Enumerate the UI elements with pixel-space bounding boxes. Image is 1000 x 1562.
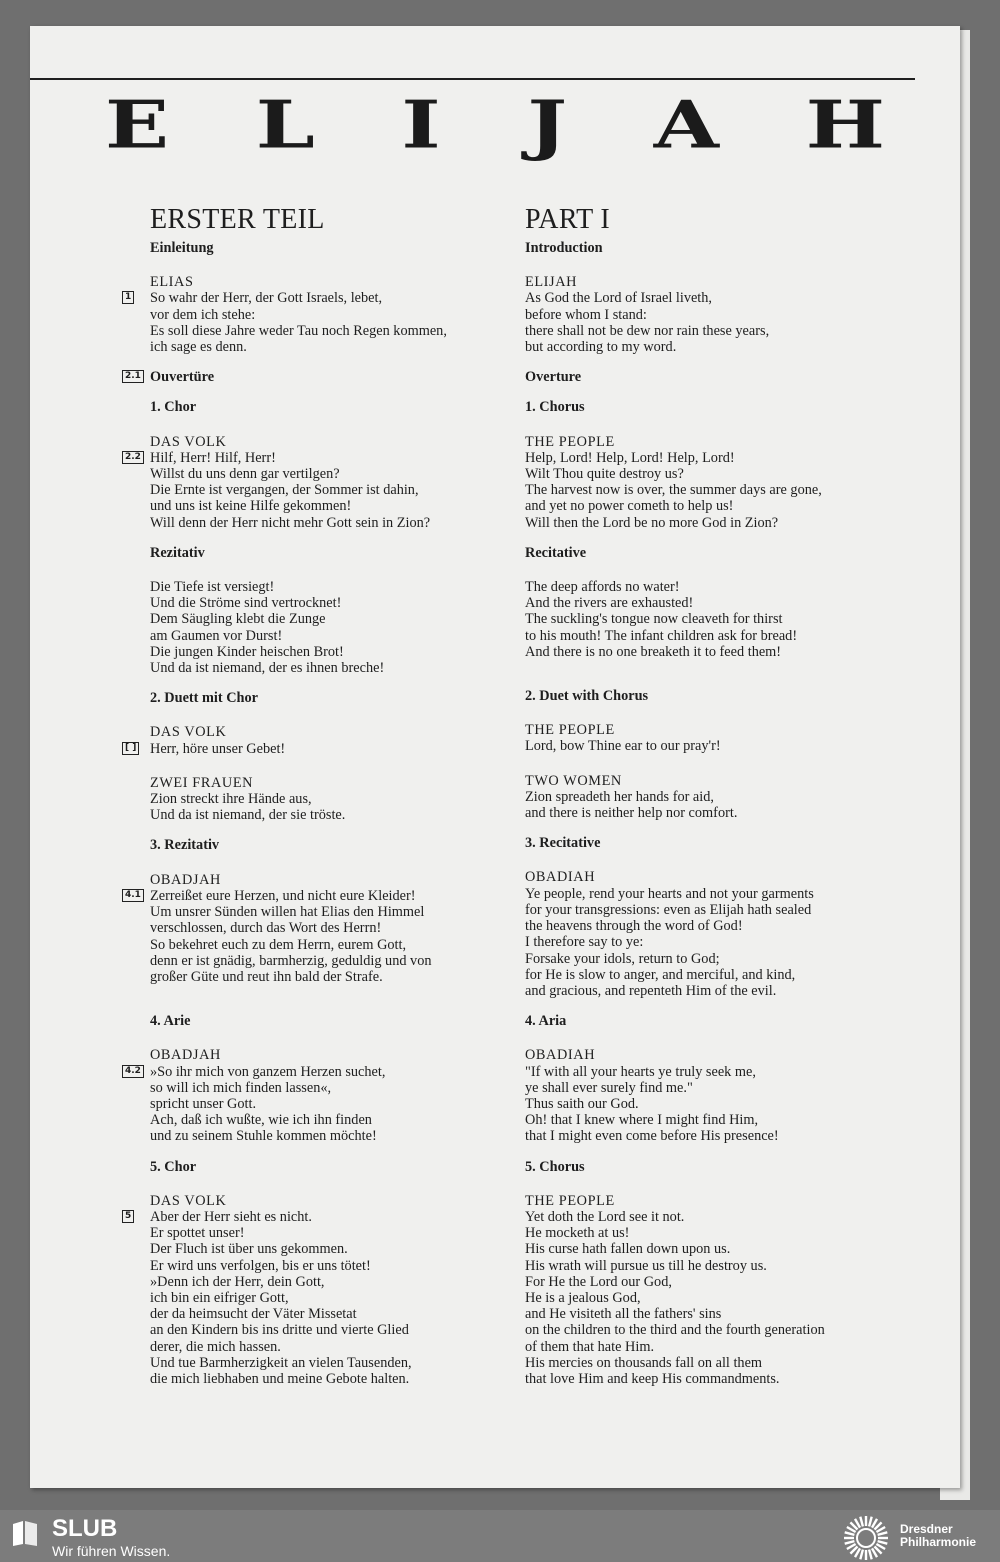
- text-line: [150, 1274, 520, 1290]
- line-text: there shall not be dew nor rain these years,: [525, 322, 770, 339]
- line-text: of them that hate Him.: [525, 1338, 655, 1355]
- title-letter: J: [527, 85, 568, 163]
- text-line: [525, 805, 905, 821]
- line-text: TWO WOMEN: [525, 772, 622, 789]
- text-line: [525, 1241, 905, 1257]
- spacer: [150, 1145, 520, 1159]
- line-text: verschlossen, durch das Wort des Herrn!: [150, 920, 382, 937]
- text-line: [525, 1080, 905, 1096]
- line-text: 5. Chor: [150, 1158, 197, 1175]
- spacer: [525, 531, 905, 545]
- track-marker: 5: [122, 1210, 134, 1223]
- line-text: Er wird uns verfolgen, bis er uns tötet!: [150, 1257, 371, 1274]
- text-line: [525, 1339, 905, 1355]
- text-line: [525, 738, 905, 754]
- spacer: [150, 385, 520, 399]
- line-text: Recitative: [525, 544, 587, 561]
- line-text: »So ihr mich von ganzem Herzen suchet,: [150, 1063, 386, 1080]
- text-line: [150, 1290, 520, 1306]
- text-line: [525, 1258, 905, 1274]
- line-text: that I might even come before His presence!: [525, 1128, 779, 1145]
- line-text: His curse hath fallen down upon us.: [525, 1241, 731, 1258]
- text-line: [525, 983, 905, 999]
- text-line: [150, 969, 520, 985]
- line-text: that love Him and keep His commandments.: [525, 1370, 780, 1387]
- line-text: Die jungen Kinder heischen Brot!: [150, 643, 344, 660]
- german-part-title: ERSTER TEIL: [150, 204, 325, 235]
- spacer: [525, 1029, 905, 1047]
- section-heading: [150, 545, 520, 561]
- line-text: an den Kindern bis ins dritte und vierte Glied: [150, 1322, 409, 1339]
- text-line: [525, 307, 905, 323]
- role-name: [150, 1193, 520, 1209]
- line-text: und zu seinem Stuhle kommen möchte!: [150, 1128, 377, 1145]
- line-text: 4. Aria: [525, 1013, 567, 1030]
- text-line: [525, 918, 905, 934]
- line-text: Help, Lord! Help, Lord! Help, Lord!: [525, 449, 735, 466]
- text-line: [150, 1371, 520, 1387]
- text-line: [525, 482, 905, 498]
- role-name: [525, 773, 905, 789]
- line-text: Introduction: [525, 240, 603, 256]
- text-line: [525, 628, 905, 644]
- section-heading: [525, 240, 905, 256]
- text-line: [525, 450, 905, 466]
- role-name: [150, 775, 520, 791]
- line-text: der da heimsucht der Väter Missetat: [150, 1306, 357, 1323]
- title-letter: A: [653, 85, 719, 163]
- spacer: [150, 416, 520, 434]
- english-column: [525, 206, 905, 1387]
- track-marker: 2.1: [122, 370, 144, 383]
- line-text: denn er ist gnädig, barmherzig, geduldig und von: [150, 952, 432, 969]
- track-marker: 4.2: [122, 1065, 144, 1078]
- line-text: Wilt Thou quite destroy us?: [525, 466, 684, 483]
- partner-name[interactable]: [900, 1523, 976, 1549]
- line-text: Hilf, Herr! Hilf, Herr!: [150, 449, 276, 466]
- text-line: [150, 807, 520, 823]
- line-text: DAS VOLK: [150, 724, 227, 741]
- text-line: [525, 1371, 905, 1387]
- spacer: [150, 561, 520, 579]
- text-line: [525, 1064, 905, 1080]
- line-text: on the children to the third and the fourth generation: [525, 1322, 825, 1339]
- line-text: 3. Recitative: [525, 835, 601, 852]
- spacer: [150, 531, 520, 545]
- line-text: 1. Chor: [150, 399, 197, 416]
- line-text: 5. Chorus: [525, 1158, 585, 1175]
- line-text: His mercies on thousands fall on all them: [525, 1354, 763, 1371]
- text-line: [125, 449, 520, 466]
- spacer: [525, 256, 905, 274]
- spacer: [525, 1175, 905, 1193]
- section-heading: [525, 369, 905, 385]
- section-heading: [525, 1159, 905, 1175]
- spacer: [150, 676, 520, 690]
- line-text: DAS VOLK: [150, 1192, 227, 1209]
- line-text: ELIJAH: [525, 274, 578, 291]
- library-name[interactable]: SLUB: [52, 1515, 118, 1542]
- philharmonie-sunburst-icon[interactable]: [842, 1514, 890, 1562]
- spacer: [525, 355, 905, 369]
- line-text: Um unsrer Sünden willen hat Elias den Himmel: [150, 904, 425, 921]
- line-text: So wahr der Herr, der Gott Israels, lebet,: [150, 290, 383, 307]
- line-text: His wrath will pursue us till he destroy us.: [525, 1257, 767, 1274]
- program-page: [30, 26, 960, 1488]
- text-line: [150, 1225, 520, 1241]
- spacer: [525, 999, 905, 1013]
- line-text: Zerreißet eure Herzen, und nicht eure Kleider!: [150, 887, 416, 904]
- section-heading: [525, 399, 905, 415]
- text-line: [525, 595, 905, 611]
- text-line: [150, 628, 520, 644]
- english-text: [525, 240, 905, 1387]
- text-line: [150, 1322, 520, 1338]
- section-heading: [150, 690, 520, 706]
- spacer: [150, 355, 520, 369]
- line-text: Die Tiefe ist versiegt!: [150, 579, 275, 596]
- spacer: [150, 256, 520, 274]
- line-text: Dem Säugling klebt die Zunge: [150, 611, 326, 628]
- title-letter: L: [255, 85, 315, 163]
- section-heading: [125, 369, 520, 386]
- spacer: [150, 823, 520, 837]
- line-text: before whom I stand:: [525, 306, 647, 323]
- section-heading: [150, 240, 520, 256]
- line-text: Es soll diese Jahre weder Tau noch Regen kommen,: [150, 322, 447, 339]
- spacer: [150, 1003, 520, 1013]
- text-line: [525, 466, 905, 482]
- line-text: Die Ernte ist vergangen, der Sommer ist dahin,: [150, 482, 419, 499]
- line-text: Und tue Barmherzigkeit an vielen Tausenden,: [150, 1354, 412, 1371]
- line-text: and He visiteth all the fathers' sins: [525, 1306, 722, 1323]
- line-text: Yet doth the Lord see it not.: [525, 1208, 685, 1225]
- line-text: to his mouth! The infant children ask for bread!: [525, 627, 798, 644]
- line-text: 2. Duett mit Chor: [150, 690, 259, 707]
- line-text: Ach, daß ich wußte, wie ich ihn finden: [150, 1112, 372, 1129]
- spacer: [525, 755, 905, 773]
- top-rule: [30, 78, 915, 80]
- text-line: [150, 595, 520, 611]
- line-text: Oh! that I knew where I might find Him,: [525, 1112, 759, 1129]
- text-line: [150, 1339, 520, 1355]
- line-text: Und da ist niemand, der sie tröste.: [150, 807, 346, 824]
- page-title: [105, 85, 885, 163]
- line-text: DAS VOLK: [150, 433, 227, 450]
- line-text: derer, die mich hassen.: [150, 1338, 281, 1355]
- text-line: [150, 1080, 520, 1096]
- text-line: [125, 887, 520, 904]
- text-line: [150, 579, 520, 595]
- section-heading: [150, 399, 520, 415]
- text-line: [150, 611, 520, 627]
- text-line: [525, 1322, 905, 1338]
- line-text: The harvest now is over, the summer days are gone,: [525, 482, 822, 499]
- text-line: [150, 515, 520, 531]
- line-text: Der Fluch ist über uns gekommen.: [150, 1241, 348, 1258]
- line-text: For He the Lord our God,: [525, 1273, 672, 1290]
- role-name: [525, 1193, 905, 1209]
- line-text: Er spottet unser!: [150, 1225, 245, 1242]
- role-name: [525, 1047, 905, 1063]
- text-line: [525, 1225, 905, 1241]
- line-text: for your transgressions: even as Elijah hath sealed: [525, 901, 812, 918]
- role-name: [150, 872, 520, 888]
- text-line: [150, 323, 520, 339]
- role-name: [150, 274, 520, 290]
- spacer: [150, 854, 520, 872]
- line-text: »Denn ich der Herr, dein Gott,: [150, 1273, 325, 1290]
- text-line: [150, 644, 520, 660]
- text-line: [150, 1096, 520, 1112]
- line-text: and yet no power cometh to help us!: [525, 498, 734, 515]
- text-line: [525, 579, 905, 595]
- text-line: [150, 1128, 520, 1144]
- section-heading: [150, 837, 520, 853]
- spacer: [150, 1029, 520, 1047]
- text-line: [150, 1306, 520, 1322]
- track-marker: 1: [122, 291, 134, 304]
- track-marker: 4.1: [122, 889, 144, 902]
- text-line: [525, 934, 905, 950]
- spacer: [525, 851, 905, 869]
- text-line: [150, 466, 520, 482]
- line-text: but according to my word.: [525, 339, 677, 356]
- section-heading: [150, 1159, 520, 1175]
- section-heading: [525, 688, 905, 704]
- text-line: [525, 611, 905, 627]
- text-line: [150, 920, 520, 936]
- role-name: [525, 434, 905, 450]
- line-text: ye shall ever surely find me.": [525, 1079, 693, 1096]
- line-text: Lord, bow Thine ear to our pray'r!: [525, 738, 721, 755]
- line-text: He mocketh at us!: [525, 1225, 630, 1242]
- text-line: [150, 937, 520, 953]
- text-line: [150, 953, 520, 969]
- text-line: [525, 290, 905, 306]
- line-text: Zion spreadeth her hands for aid,: [525, 788, 714, 805]
- text-line: [525, 644, 905, 660]
- track-marker: 2.2: [122, 451, 144, 464]
- title-letter: I: [401, 85, 441, 163]
- text-line: [150, 482, 520, 498]
- text-line: [525, 902, 905, 918]
- text-line: [525, 886, 905, 902]
- spacer: [150, 757, 520, 775]
- section-heading: [525, 835, 905, 851]
- text-line: [525, 789, 905, 805]
- line-text: spricht unser Gott.: [150, 1095, 257, 1112]
- line-text: Rezitativ: [150, 544, 205, 561]
- line-text: As God the Lord of Israel liveth,: [525, 290, 713, 307]
- spacer: [150, 1175, 520, 1193]
- line-text: Aber der Herr sieht es nicht.: [150, 1208, 312, 1225]
- spacer: [525, 416, 905, 434]
- line-text: THE PEOPLE: [525, 433, 615, 450]
- spacer: [525, 821, 905, 835]
- line-text: Ouvertüre: [150, 369, 215, 386]
- line-text: THE PEOPLE: [525, 1192, 615, 1209]
- text-line: [125, 290, 520, 307]
- line-text: 1. Chorus: [525, 399, 585, 416]
- text-line: [150, 904, 520, 920]
- text-line: [150, 1112, 520, 1128]
- line-text: OBADJAH: [150, 871, 221, 888]
- line-text: Willst du uns denn gar vertilgen?: [150, 466, 340, 483]
- text-line: [150, 1355, 520, 1371]
- text-line: [150, 498, 520, 514]
- line-text: ZWEI FRAUEN: [150, 774, 254, 791]
- title-letter: H: [805, 85, 885, 163]
- line-text: Will denn der Herr nicht mehr Gott sein in Zion?: [150, 514, 431, 531]
- line-text: Forsake your idols, return to God;: [525, 950, 720, 967]
- line-text: Herr, höre unser Gebet!: [150, 740, 286, 757]
- role-name: [150, 1047, 520, 1063]
- role-name: [150, 724, 520, 740]
- line-text: so will ich mich finden lassen«,: [150, 1079, 332, 1096]
- section-heading: [525, 545, 905, 561]
- line-text: 2. Duet with Chorus: [525, 688, 649, 705]
- spacer: [525, 704, 905, 722]
- text-line: [125, 1063, 520, 1080]
- text-line: [525, 498, 905, 514]
- text-line: [150, 339, 520, 355]
- german-text: [125, 240, 520, 1387]
- line-text: the heavens through the word of God!: [525, 918, 743, 935]
- footer-bar: [0, 1510, 1000, 1562]
- text-line: [525, 1306, 905, 1322]
- line-text: ELIAS: [150, 274, 194, 291]
- line-text: Und da ist niemand, der es ihnen breche!: [150, 660, 385, 677]
- spacer: [525, 385, 905, 399]
- line-text: Thus saith our God.: [525, 1095, 639, 1112]
- line-text: And the rivers are exhausted!: [525, 595, 694, 612]
- text-line: [525, 1128, 905, 1144]
- text-line: [525, 1355, 905, 1371]
- text-line: [525, 1096, 905, 1112]
- line-text: I therefore say to ye:: [525, 934, 644, 951]
- line-text: großer Güte und reut ihn bald der Strafe.: [150, 968, 383, 985]
- slub-book-icon[interactable]: [10, 1518, 40, 1548]
- library-tagline: Wir führen Wissen.: [52, 1543, 171, 1559]
- role-name: [525, 722, 905, 738]
- spacer: [150, 985, 520, 1003]
- line-text: and gracious, and repenteth Him of the evil.: [525, 982, 777, 999]
- line-text: Einleitung: [150, 240, 214, 256]
- line-text: And there is no one breaketh it to feed them!: [525, 643, 782, 660]
- line-text: "If with all your hearts ye truly seek me,: [525, 1063, 756, 1080]
- line-text: OBADIAH: [525, 1047, 596, 1064]
- line-text: He is a jealous God,: [525, 1289, 641, 1306]
- line-text: Und die Ströme sind vertrocknet!: [150, 595, 342, 612]
- text-line: [525, 339, 905, 355]
- spacer: [525, 678, 905, 688]
- text-line: [150, 660, 520, 676]
- line-text: Overture: [525, 369, 582, 386]
- text-line: [150, 791, 520, 807]
- text-line: [150, 307, 520, 323]
- partner-name-line1: Dresdner: [900, 1522, 953, 1536]
- line-text: for He is slow to anger, and merciful, and kind,: [525, 966, 796, 983]
- line-text: THE PEOPLE: [525, 722, 615, 739]
- line-text: ich bin ein eifriger Gott,: [150, 1289, 289, 1306]
- line-text: vor dem ich stehe:: [150, 306, 256, 323]
- spacer: [150, 706, 520, 724]
- text-line: [525, 1274, 905, 1290]
- spacer: [525, 561, 905, 579]
- text-line: [525, 967, 905, 983]
- section-heading: [525, 1013, 905, 1029]
- line-text: und uns ist keine Hilfe gekommen!: [150, 498, 352, 515]
- line-text: Zion streckt ihre Hände aus,: [150, 791, 312, 808]
- line-text: ich sage es denn.: [150, 339, 247, 356]
- text-line: [525, 1112, 905, 1128]
- line-text: So bekehret euch zu dem Herrn, eurem Gott,: [150, 936, 407, 953]
- text-line: [125, 740, 520, 757]
- partner-name-line2: Philharmonie: [900, 1535, 977, 1549]
- text-line: [525, 515, 905, 531]
- text-line: [525, 951, 905, 967]
- line-text: The suckling's tongue now cleaveth for thirst: [525, 611, 783, 628]
- spacer: [525, 660, 905, 678]
- line-text: am Gaumen vor Durst!: [150, 627, 283, 644]
- text-line: [525, 1209, 905, 1225]
- role-name: [150, 434, 520, 450]
- spacer: [525, 1145, 905, 1159]
- text-line: [150, 1241, 520, 1257]
- track-marker: [ ]: [122, 742, 139, 755]
- text-line: [525, 1290, 905, 1306]
- line-text: 3. Rezitativ: [150, 837, 220, 854]
- english-part-title: PART I: [525, 204, 610, 235]
- role-name: [525, 274, 905, 290]
- line-text: and there is neither help nor comfort.: [525, 805, 738, 822]
- title-letter: E: [105, 85, 170, 163]
- text-line: [525, 323, 905, 339]
- section-heading: [150, 1013, 520, 1029]
- line-text: Ye people, rend your hearts and not your garments: [525, 885, 814, 902]
- line-text: Will then the Lord be no more God in Zion?: [525, 514, 779, 531]
- line-text: OBADIAH: [525, 869, 596, 886]
- line-text: The deep affords no water!: [525, 579, 680, 596]
- text-line: [125, 1208, 520, 1225]
- line-text: OBADJAH: [150, 1047, 221, 1064]
- german-column: [125, 204, 520, 1387]
- line-text: 4. Arie: [150, 1013, 191, 1030]
- role-name: [525, 869, 905, 885]
- text-line: [150, 1258, 520, 1274]
- line-text: die mich liebhaben und meine Gebote halten.: [150, 1370, 410, 1387]
